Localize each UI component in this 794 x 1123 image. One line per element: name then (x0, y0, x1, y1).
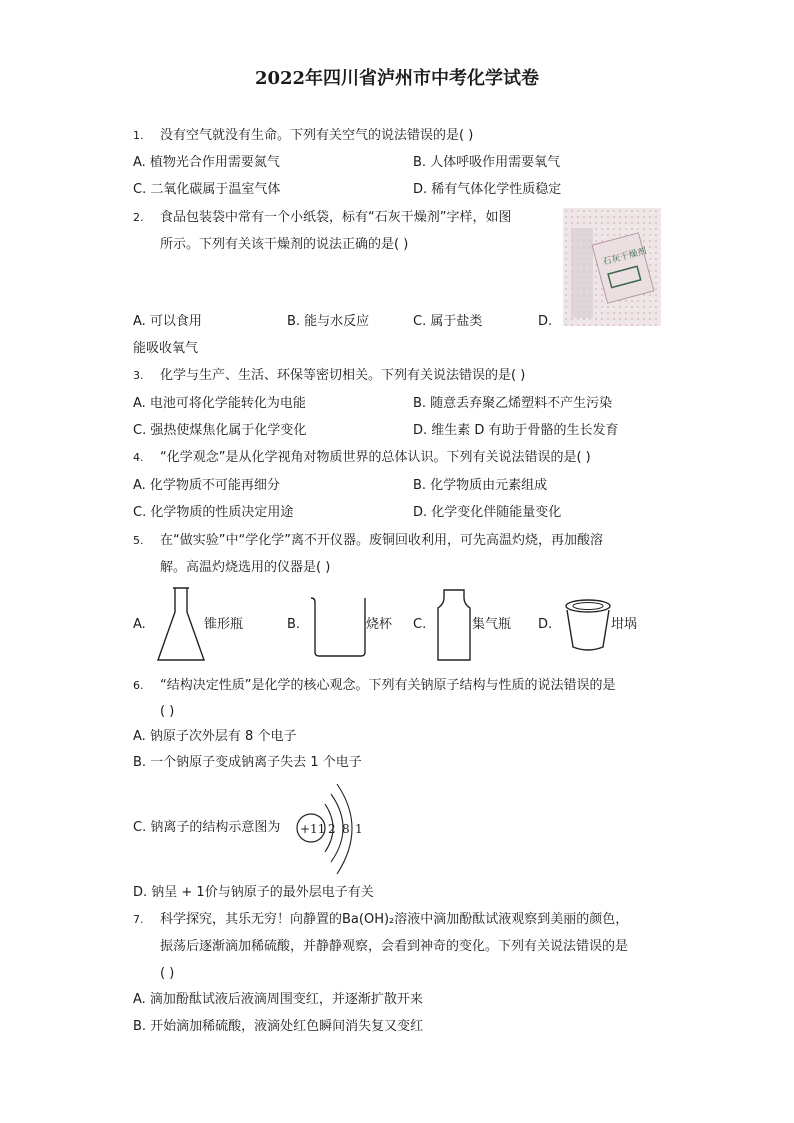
nucleus-charge: +11 (300, 822, 326, 836)
option-a: A. 电池可将化学能转化为电能 (133, 396, 306, 411)
question-number: 2. (133, 211, 144, 224)
question-stem-line2: 解。高温灼烧选用的仪器是( ) (160, 560, 331, 575)
option-b: B. 一个钠原子变成钠离子失去 1 个电子 (133, 755, 362, 770)
option-d-text: 能吸收氧气 (133, 341, 199, 356)
option-d-letter: D. (538, 314, 553, 329)
question-stem: 化学与生产、生活、环保等密切相关。下列有关说法错误的是( ) (160, 368, 526, 383)
crucible-icon (562, 597, 614, 653)
question-stem: “化学观念”是从化学视角对物质世界的总体认识。下列有关说法错误的是( ) (160, 450, 591, 465)
question-stem-line2: 振荡后逐渐滴加稀硫酸，并静静观察，会看到神奇的变化。下列有关说法错误的是 (160, 939, 629, 954)
shell-2-count: 8 (342, 822, 350, 836)
option-a: A. 可以食用 (133, 314, 202, 329)
option-b: B. 人体呼吸作用需要氧气 (413, 155, 561, 170)
option-c: C. 属于盐类 (413, 314, 483, 329)
gas-jar-icon (434, 588, 474, 662)
beaker-icon (309, 594, 371, 658)
question-stem: 没有空气就没有生命。下列有关空气的说法错误的是( ) (160, 128, 474, 143)
desiccant-photo (563, 208, 661, 326)
question-stem-line1: 食品包装袋中常有一个小纸袋，标有“石灰干燥剂”字样，如图 (160, 210, 512, 225)
option-b: B. 随意丢弃聚乙烯塑料不产生污染 (413, 396, 613, 411)
question-number: 3. (133, 369, 144, 382)
photo-label: 石灰干燥剂 (601, 246, 648, 268)
option-d: D. 化学变化伴随能量变化 (413, 505, 562, 520)
option-c: C. 化学物质的性质决定用途 (133, 505, 294, 520)
question-number: 1. (133, 129, 144, 142)
option-a: A. 化学物质不可能再细分 (133, 478, 280, 493)
option-d: D. 维生素 D 有助于骨骼的生长发育 (413, 423, 619, 438)
conical-flask-icon (155, 586, 207, 664)
question-stem-line1: “结构决定性质”是化学的核心观念。下列有关钠原子结构与性质的说法错误的是 (160, 678, 616, 693)
option-d-name: 坩埚 (611, 617, 638, 632)
option-d: D. 稀有气体化学性质稳定 (413, 182, 562, 197)
option-a: A. 滴加酚酞试液后液滴周围变红，并逐渐扩散开来 (133, 992, 423, 1007)
question-number: 6. (133, 679, 144, 692)
question-number: 7. (133, 913, 144, 926)
question-stem-line3: ( ) (160, 966, 175, 981)
question-number: 5. (133, 534, 144, 547)
option-a-name: 锥形瓶 (204, 617, 244, 632)
shell-1-count: 2 (328, 822, 336, 836)
question-number: 4. (133, 451, 144, 464)
option-a-letter: A. (133, 617, 146, 632)
option-b: B. 能与水反应 (287, 314, 370, 329)
question-stem-line1: 在“做实验”中“学化学”离不开仪器。废铜回收利用，可先高温灼烧，再加酸溶 (160, 533, 603, 548)
question-stem-line2: ( ) (160, 704, 175, 719)
option-b-letter: B. (287, 617, 301, 632)
option-c-name: 集气瓶 (472, 617, 512, 632)
option-d: D. 钠呈 + 1价与钠原子的最外层电子有关 (133, 885, 374, 900)
question-stem-line1: 科学探究，其乐无穷！向静置的Ba(OH)₂溶液中滴加酚酞试液观察到美丽的颜色， (160, 912, 629, 927)
shell-3-count: 1 (355, 822, 363, 836)
option-d-letter: D. (538, 617, 553, 632)
option-b: B. 化学物质由元素组成 (413, 478, 548, 493)
option-c: C. 二氧化碳属于温室气体 (133, 182, 281, 197)
option-a: A. 植物光合作用需要氮气 (133, 155, 280, 170)
option-a: A. 钠原子次外层有 8 个电子 (133, 729, 297, 744)
option-c: C. 强热使煤焦化属于化学变化 (133, 423, 307, 438)
option-c-letter: C. (413, 617, 427, 632)
page-title: 2022年四川省泸州市中考化学试卷 (254, 68, 540, 89)
option-b-name: 烧杯 (366, 617, 393, 632)
question-stem-line2: 所示。下列有关该干燥剂的说法正确的是( ) (160, 237, 409, 252)
option-c: C. 钠离子的结构示意图为 (133, 820, 281, 835)
sodium-atom-diagram (295, 782, 375, 878)
option-b: B. 开始滴加稀硫酸，液滴处红色瞬间消失复又变红 (133, 1019, 424, 1034)
